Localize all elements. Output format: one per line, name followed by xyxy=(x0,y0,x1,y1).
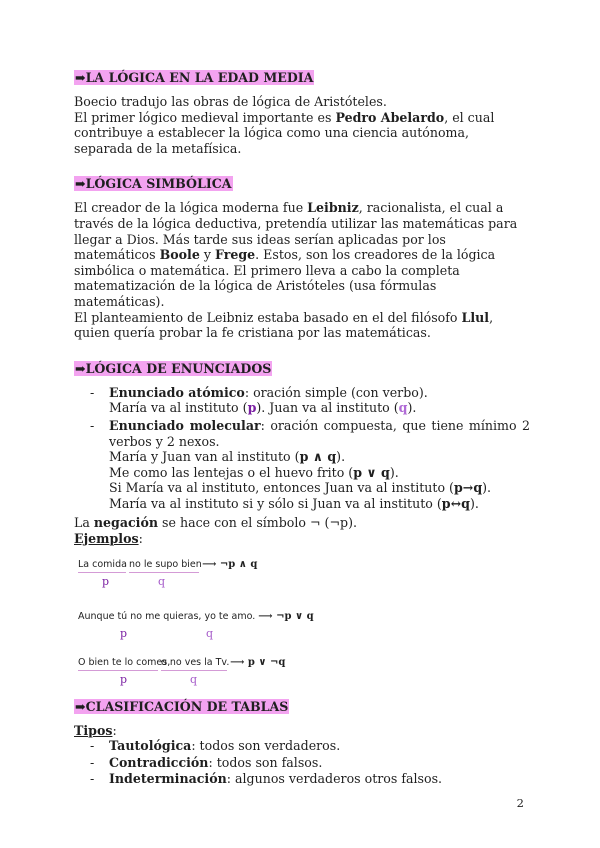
arrow-icon: ➡ xyxy=(75,698,86,714)
negation-line: La negación se hace con el símbolo ¬ (¬p). Ejemplos: xyxy=(74,515,530,546)
arrow-icon: ➡ xyxy=(75,70,86,85)
document-page xyxy=(74,70,530,788)
arrow-icon: ➡ xyxy=(75,360,86,376)
examples-list xyxy=(74,559,530,703)
example-3: O bien te lo comes, o no ves la Tv. ⟶ p ∨ ¬q p q xyxy=(78,656,286,686)
arrow-icon: ➡ xyxy=(75,176,86,192)
list-item-indetermination: - Indeterminación: algunos verdaderos otros falsos. xyxy=(90,771,443,787)
list-item-molecular: - Enunciado molecular: oración compuesta, que tiene mínimo 2 verbos y 2 nexos. María y Juan van al instituto (p ∧ q). Me como las lentejas o el huevo frito (p ∨ q). Si María va al instituto, entonces Juan va al instituto (p→q). María va al instituto si y sólo si Juan va al instituto (p↔q). xyxy=(90,417,530,511)
types-heading: Tipos: xyxy=(74,722,117,738)
list-item-contradiction: - Contradicción: todos son falsos. xyxy=(90,754,323,770)
example-2: Aunque tú no me quieras, yo te amo. ⟶ ¬p ∨ q p q xyxy=(78,610,314,640)
table-types-list xyxy=(74,738,530,787)
examples-heading: Ejemplos: xyxy=(74,531,143,547)
list-item-atomic: - Enunciado atómico: oración simple (con verbo). María va al instituto (p). Juan va al instituto (q). xyxy=(90,384,428,416)
symbolic-paragraph: El creador de la lógica moderna fue Leibniz, racionalista, el cual a través de la lógica deductiva, pretendía utilizar las matemáticas para llegar a Dios. Más tarde sus ideas serían aplicadas por los matemáticos Boole y Frege. Estos, son los creadores de la lógica simbólica o matemática. El primero lleva a cabo la completa matematización de la lógica de Aristóteles (usa fórmulas matemáticas). El planteamiento de Leibniz estaba basado en el del filósofo Llul, quien quería probar la fe cristiana por las matemáticas. xyxy=(74,200,518,341)
section-heading-symbolic: ➡LÓGICA SIMBÓLICA xyxy=(75,176,232,192)
section-heading-statements: ➡LÓGICA DE ENUNCIADOS xyxy=(75,360,272,376)
medieval-paragraph: Boecio tradujo las obras de lógica de Aristóteles. El primer lógico medieval importante es Pedro Abelardo, el cual contribuye a establecer la lógica como una ciencia autónoma, separada de la metafísica. xyxy=(74,94,495,156)
statement-types-list xyxy=(74,385,530,512)
page-number: 2 xyxy=(516,796,524,810)
list-item-tautology: - Tautológica: todos son verdaderos. xyxy=(90,738,341,754)
section-heading-tables: ➡CLASIFICACIÓN DE TABLAS xyxy=(75,698,289,714)
example-1: La comida no le supo bien ⟶ ¬p ∧ q p q xyxy=(78,558,258,588)
section-heading-medieval: ➡LA LÓGICA EN LA EDAD MEDIA xyxy=(75,70,314,85)
